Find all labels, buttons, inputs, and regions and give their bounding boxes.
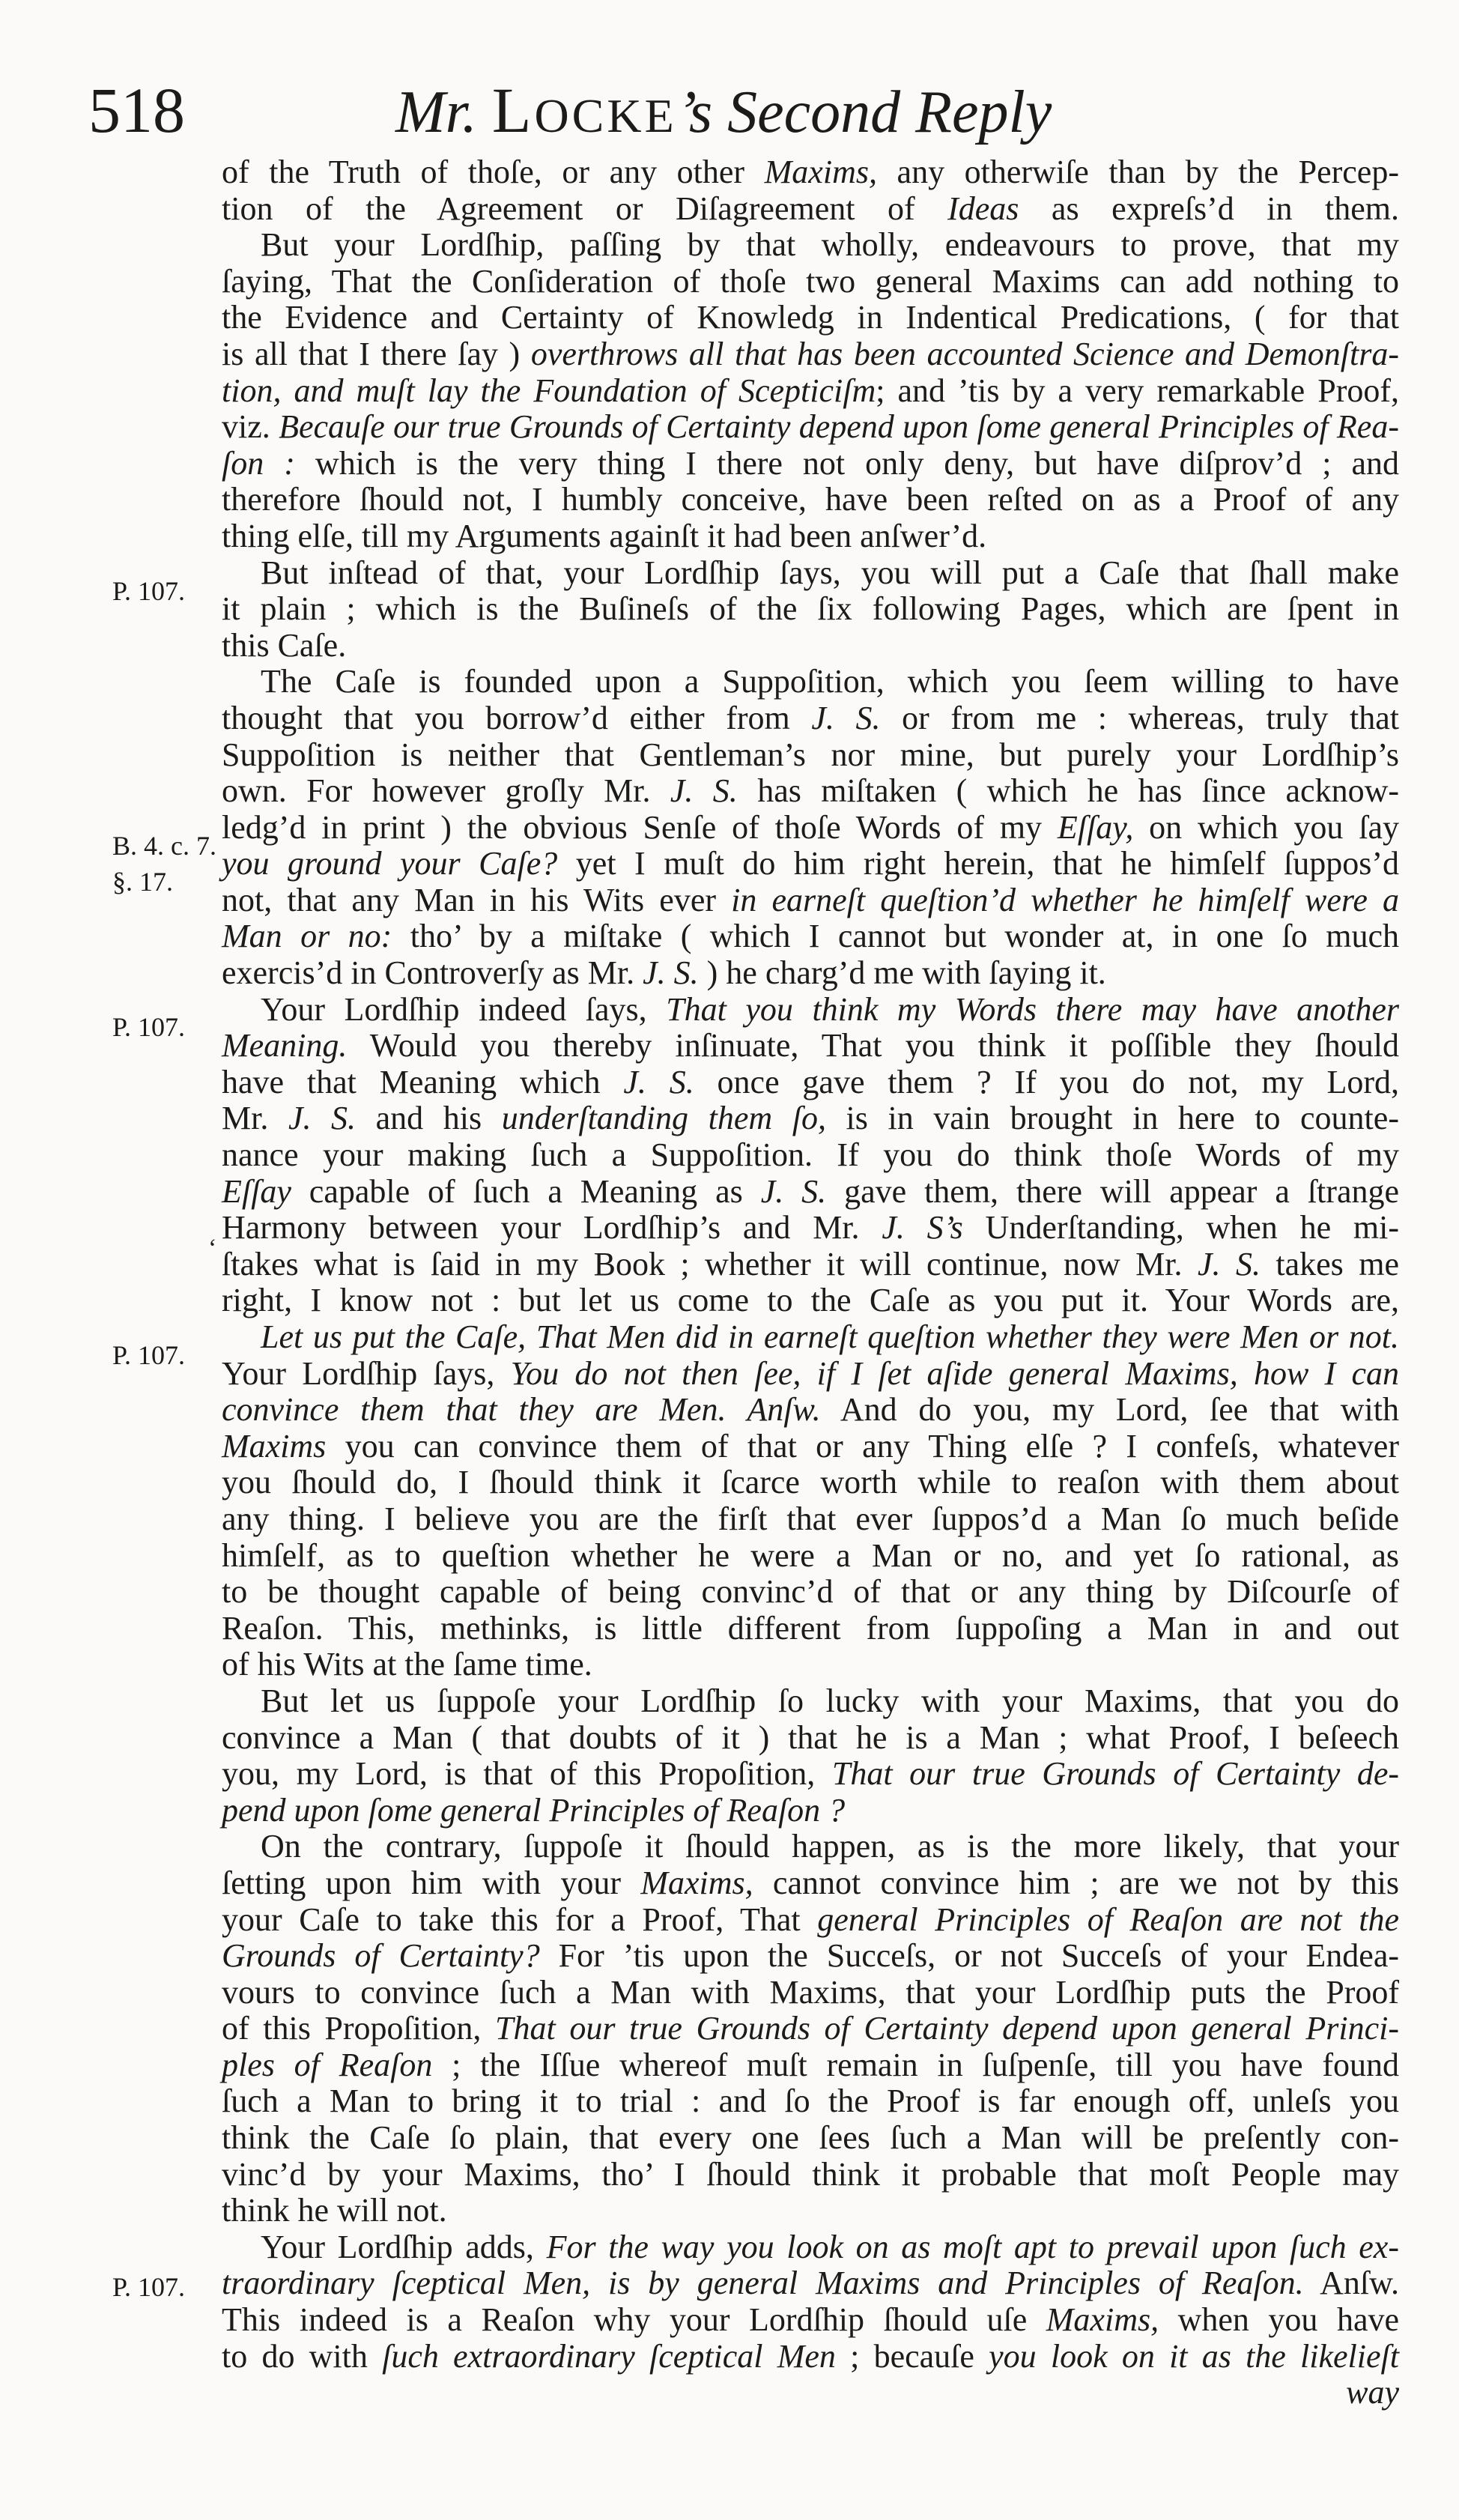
text-line: to do with ſuch extraordinary ſceptical Men ; becauſe you look on it as the likelieſt: [222, 2337, 1399, 2375]
text-line: thought that you borrow’d either from J. S. or from me : whereas, truly that: [222, 699, 1399, 736]
text-line: thing elſe, till my Arguments againſt it had been anſwer’d.: [222, 517, 987, 554]
text-line: pend upon ſome general Principles of Reaſon ?: [222, 1791, 846, 1829]
text-line: have that Meaning which J. S. once gave them ? If you do not, my Lord,: [222, 1063, 1399, 1100]
text-line: Man or no: tho’ by a miſtake ( which I cannot but wonder at, in one ſo much: [222, 918, 1399, 955]
text-line: your Caſe to take this for a Proof, That general Principles of Reaſon are not the: [222, 1900, 1399, 1938]
catchword: way: [1346, 2374, 1399, 2411]
margin-note: P. 107.: [112, 2272, 186, 2302]
text-line: of the Truth of thoſe, or any other Maxims, any otherwiſe than by the Percep-: [222, 154, 1399, 190]
text-line: vours to convince ſuch a Man with Maxims, that your Lordſhip puts the Proof: [222, 1973, 1399, 2011]
text-line: of his Wits at the ſame time.: [222, 1646, 592, 1683]
title-name: LOCKE: [491, 74, 677, 146]
text-line: ſetting upon him with your Maxims, cannot convince him ; are we not by this: [222, 1864, 1399, 1901]
body-text: [222, 154, 1399, 2411]
text-line: But inſtead of that, your Lordſhip ſays, you will put a Caſe that ſhall make: [261, 554, 1399, 591]
text-line: therefore ſhould not, I humbly conceive, have been reſted on as a Proof of any: [222, 481, 1399, 518]
text-line: Your Lordſhip indeed ſays, That you think my Words there may have another: [261, 990, 1400, 1028]
text-line: is all that I there ſay ) overthrows all that has been accounted Science and Demonſtra-: [222, 335, 1399, 372]
text-line: you, my Lord, is that of this Propoſition, That our true Grounds of Certainty de-: [222, 1755, 1399, 1793]
text-line: of this Propoſition, That our true Grounds of Certainty depend upon general Princi-: [222, 2010, 1399, 2047]
text-line: ſon : which is the very thing I there not only deny, but have diſprov’d ; and: [222, 444, 1399, 482]
margin-mark: ʻ: [208, 1235, 217, 1262]
margin-note: B. 4. c. 7.: [112, 831, 216, 861]
text-line: tion, and muſt lay the Foundation of Scepticiſm; and ’tis by a very remarkable Proof,: [222, 372, 1400, 409]
title-possessive: ’s: [676, 79, 713, 145]
text-line: it plain ; which is the Buſineſs of the ſix following Pages, which are ſpent in: [222, 590, 1399, 628]
title-suffix: Second Reply: [727, 79, 1052, 145]
text-line: Your Lordſhip adds, For the way you look on as moſt apt to prevail upon ſuch ex-: [261, 2228, 1399, 2265]
text-line: Reaſon. This, methinks, is little different from ſuppoſing a Man in and out: [222, 1609, 1399, 1647]
margin-note: P. 107.: [112, 1012, 186, 1042]
text-line: exercis’d in Controverſy as Mr. J. S. ) he charg’d me with ſaying it.: [222, 954, 1106, 992]
text-line: think he will not.: [222, 2192, 447, 2229]
text-line: this Caſe.: [222, 626, 347, 664]
margin-note: P. 107.: [112, 1340, 186, 1370]
text-line: Let us put the Caſe, That Men did in earneſt queſtion whether they were Men or not.: [261, 1318, 1399, 1355]
text-line: viz. Becauſe our true Grounds of Certainty depend upon ſome general Principles of Rea-: [222, 408, 1399, 446]
text-line: tion of the Agreement or Diſagreement of Ideas as expreſs’d in them.: [222, 190, 1399, 227]
margin-note: P. 107.: [112, 576, 186, 606]
text-line: vinc’d by your Maxims, tho’ I ſhould think it probable that moſt People may: [222, 2155, 1399, 2193]
text-line: Harmony between your Lordſhip’s and Mr. J. S’s Underſtanding, when he mi-: [222, 1209, 1399, 1247]
text-line: nance your making ſuch a Suppoſition. If you do think thoſe Words of my: [222, 1136, 1399, 1174]
text-line: ſaying, That the Conſideration of thoſe two general Maxims can add nothing to: [222, 262, 1399, 300]
text-line: Your Lordſhip ſays, You do not then ſee, if I ſet aſide general Maxims, how I can: [222, 1354, 1399, 1392]
text-line: traordinary ſceptical Men, is by general Maxims and Principles of Reaſon. Anſw.: [222, 2265, 1399, 2302]
running-header: [88, 69, 1107, 151]
text-line: The Caſe is founded upon a Suppoſition, which you ſeem willing to have: [261, 663, 1399, 700]
text-line: convince a Man ( that doubts of it ) that he is a Man ; what Proof, I beſeech: [222, 1718, 1399, 1756]
text-line: ſtakes what is ſaid in my Book ; whether it will continue, now Mr. J. S. takes me: [222, 1245, 1400, 1282]
text-line: own. For however groſly Mr. J. S. has miſtaken ( which he has ſince acknow-: [222, 772, 1399, 810]
text-line: But let us ſuppoſe your Lordſhip ſo lucky with your Maxims, that you do: [261, 1682, 1399, 1719]
text-line: you ſhould do, I ſhould think it ſcarce worth while to reaſon with them about: [222, 1464, 1399, 1501]
text-line: Meaning. Would you thereby inſinuate, That you think it poſſible they ſhould: [222, 1027, 1399, 1064]
text-line: Maxims you can convince them of that or any Thing elſe ? I confeſs, whatever: [222, 1427, 1399, 1465]
text-line: convince them that they are Men. Anſw. And do you, my Lord, ſee that with: [222, 1391, 1399, 1429]
text-line: the Evidence and Certainty of Knowledg in Indentical Predications, ( for that: [222, 299, 1399, 336]
title-prefix: Mr.: [395, 79, 477, 145]
text-line: himſelf, as to queſtion whether he were a Man or no, and yet ſo rational, as: [222, 1536, 1399, 1574]
text-line: ples of Reaſon ; the Iſſue whereof muſt remain in ſuſpenſe, till you have found: [222, 2046, 1399, 2083]
text-line: think the Caſe ſo plain, that every one ſees ſuch a Man will be preſently con-: [222, 2119, 1399, 2157]
text-line: Mr. J. S. and his underſtanding them ſo, is in vain brought in here to counte-: [222, 1100, 1399, 1137]
text-line: ledg’d in print ) the obvious Senſe of thoſe Words of my Eſſay, on which you ſay: [222, 808, 1399, 846]
text-line: to be thought capable of being convinc’d of that or any thing by Diſcourſe of: [222, 1573, 1399, 1611]
text-line: ſuch a Man to bring it to trial : and ſo the Proof is far enough off, unleſs you: [222, 2083, 1399, 2120]
text-line: Eſſay capable of ſuch a Meaning as J. S. gave them, there will appear a ſtrange: [222, 1172, 1399, 1210]
running-title: [395, 69, 1052, 157]
text-line: But your Lordſhip, paſſing by that wholly, endeavours to prove, that my: [261, 226, 1399, 264]
text-line: On the contrary, ſuppoſe it ſhould happen, as is the more likely, that your: [261, 1828, 1399, 1865]
text-line: right, I know not : but let us come to the Caſe as you put it. Your Words are,: [222, 1282, 1399, 1319]
text-line: Grounds of Certainty? For ’tis upon the Succeſs, or not Succeſs of your Endea-: [222, 1937, 1399, 1975]
margin-note: §. 17.: [112, 867, 173, 897]
text-line: you ground your Caſe? yet I muſt do him right herein, that he himſelf ſuppos’d: [222, 845, 1400, 882]
text-line: This indeed is a Reaſon why your Lordſhip ſhould uſe Maxims, when you have: [222, 2301, 1400, 2339]
text-line: any thing. I believe you are the firſt that ever ſuppos’d a Man ſo much beſide: [222, 1500, 1399, 1537]
page-number: 518: [88, 74, 185, 146]
text-line: Suppoſition is neither that Gentleman’s nor mine, but purely your Lordſhip’s: [222, 736, 1399, 773]
text-line: not, that any Man in his Wits ever in earneſt queſtion’d whether he himſelf were a: [222, 881, 1400, 918]
